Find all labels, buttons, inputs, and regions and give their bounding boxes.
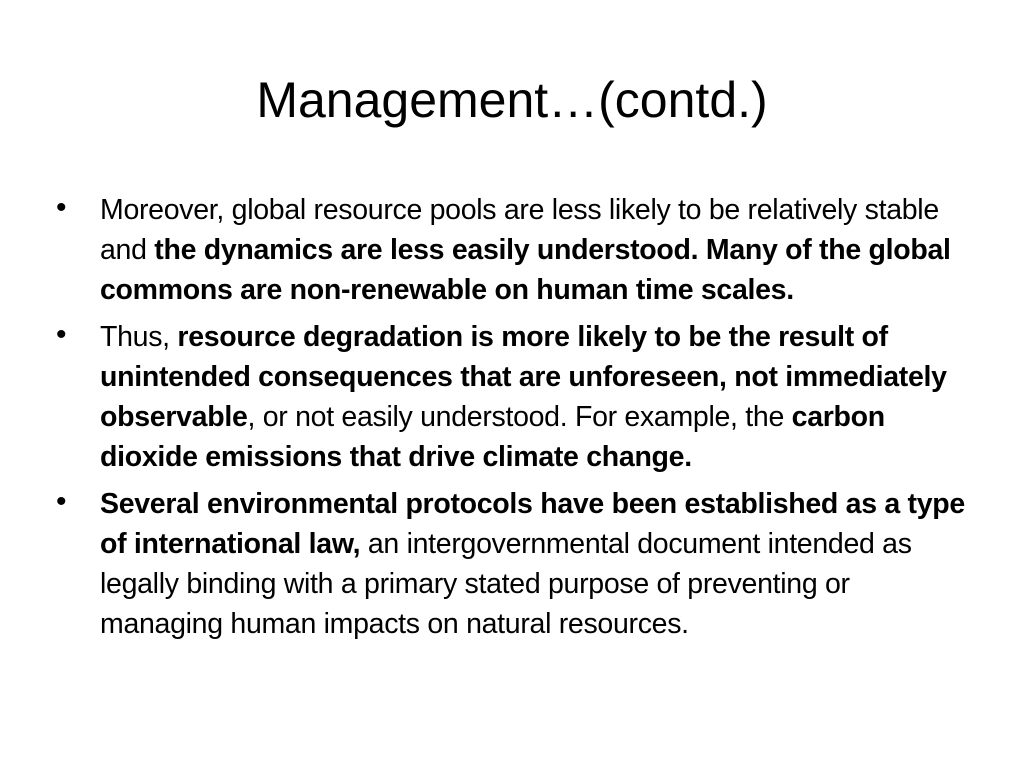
bullet-text-segment: , or not easily understood. For example, the [247,401,792,433]
bullet-list [56,190,976,651]
bullet-icon: • [56,318,67,351]
bullet-text-segment: an intergovernmental document intended as legally binding with a primary stated purpose of preventing or managing human impacts on natural resources. [100,528,912,640]
bullet-text-bold-segment: Several environmental protocols have been established as a type of international law, [100,488,965,560]
slide-title: Management…(contd.) [256,72,768,128]
bullet-item-2 [56,317,976,477]
bullet-text-segment: Thus, [100,321,178,353]
bullet-text-bold-segment: the dynamics are less easily understood. Many of the global commons are non-renewable on human time scales. [100,234,951,306]
bullet-item-3 [56,484,976,644]
bullet-text-bold-segment: carbon dioxide emissions that drive climate change. [100,401,885,473]
bullet-item-1 [56,190,976,310]
bullet-text-segment: Moreover, global resource pools are less likely to be relatively stable and [100,194,939,266]
bullet-icon: • [56,191,67,224]
bullet-text-bold-segment: resource degradation is more likely to be the result of unintended consequences that are unforeseen, not immediately observable [100,321,947,433]
bullet-icon: • [56,485,67,518]
